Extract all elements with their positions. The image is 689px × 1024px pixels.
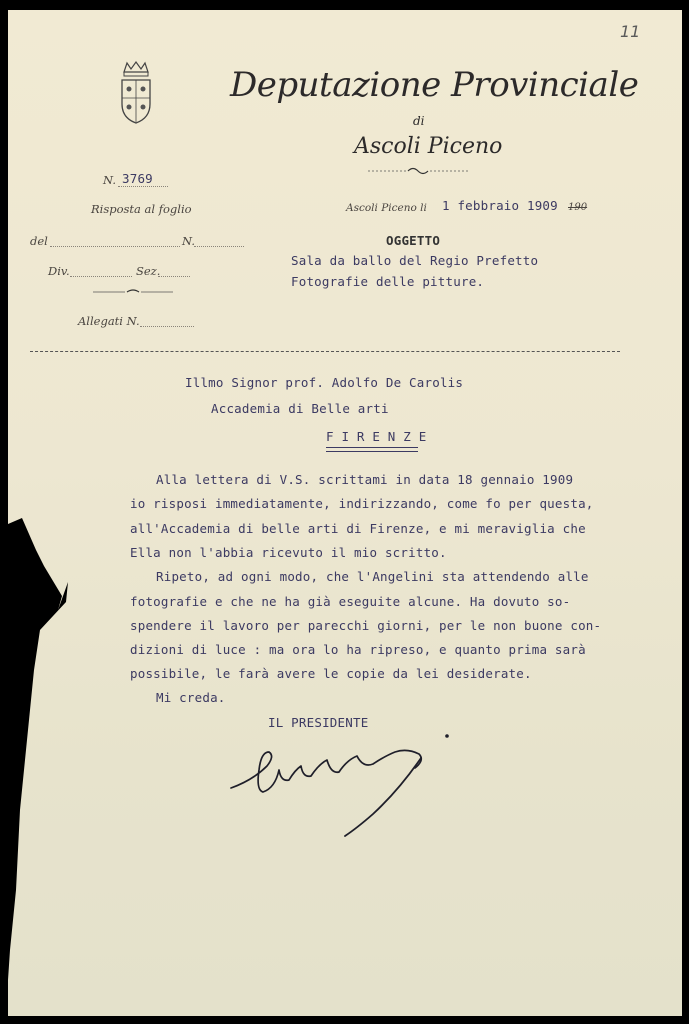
protocol-number: 3769 xyxy=(122,171,153,186)
date-struck: 190 xyxy=(568,202,588,213)
body-line: io risposi immediatamente, indirizzando, come fo per questa, xyxy=(130,496,594,511)
letterhead-city: Ascoli Piceno xyxy=(354,134,503,159)
torn-edge xyxy=(0,510,80,1010)
body-line: Ripeto, ad ogni modo, che l'Angelini sta attendendo alle xyxy=(156,569,589,584)
body-line: dizioni di luce : ma ora lo ha ripreso, e quanto prima sarà xyxy=(130,642,586,657)
body-line: possibile, le farà avere le copie da lei desiderate. xyxy=(130,666,532,681)
body-line: fotografie e che ne ha già eseguite alcune. Ha dovuto so- xyxy=(130,594,571,609)
meta-divider xyxy=(93,288,173,296)
city-underline-2 xyxy=(326,451,418,452)
n-label: N. xyxy=(182,234,195,248)
header-separator xyxy=(30,351,620,352)
subject-line-1: Sala da ballo del Regio Prefetto xyxy=(291,253,539,268)
letter-date: 1 febbraio 1909 xyxy=(442,198,558,213)
body-line: spendere il lavoro per parecchi giorni, per le non buone con- xyxy=(130,618,602,633)
place-label: Ascoli Piceno li xyxy=(346,202,427,214)
del-label: del xyxy=(30,234,48,248)
body-line: all'Accademia di belle arti di Firenze, e mi meraviglia che xyxy=(130,521,586,536)
sez-label: Sez. xyxy=(136,264,161,278)
number-label: N. xyxy=(103,173,116,187)
allegati-label: Allegati N. xyxy=(78,314,140,328)
body-line: Ella non l'abbia ricevuto il mio scritto. xyxy=(130,545,447,560)
coat-of-arms-icon xyxy=(118,60,154,126)
page-number: 11 xyxy=(620,22,641,41)
body-line: Alla lettera di V.S. scrittami in data 18 gennaio 1909 xyxy=(156,472,574,487)
addressee-name: Illmo Signor prof. Adolfo De Carolis xyxy=(185,375,464,390)
city-underline xyxy=(326,447,418,448)
letterhead-title: Deputazione Provinciale xyxy=(230,65,639,105)
addressee-city: F I R E N Z E xyxy=(326,429,427,444)
body-line: Mi creda. xyxy=(156,690,226,705)
closing-presidente: IL PRESIDENTE xyxy=(268,715,369,730)
signature-mark xyxy=(223,730,453,840)
letterhead-di: di xyxy=(413,114,425,128)
oggetto-label: OGGETTO xyxy=(386,233,441,248)
letter-sheet xyxy=(8,10,682,1016)
subject-line-2: Fotografie delle pitture. xyxy=(291,274,485,289)
div-label: Div. xyxy=(48,264,70,278)
ornament-divider xyxy=(368,166,468,176)
addressee-institution: Accademia di Belle arti xyxy=(211,401,389,416)
risposta-label: Risposta al foglio xyxy=(91,202,192,216)
